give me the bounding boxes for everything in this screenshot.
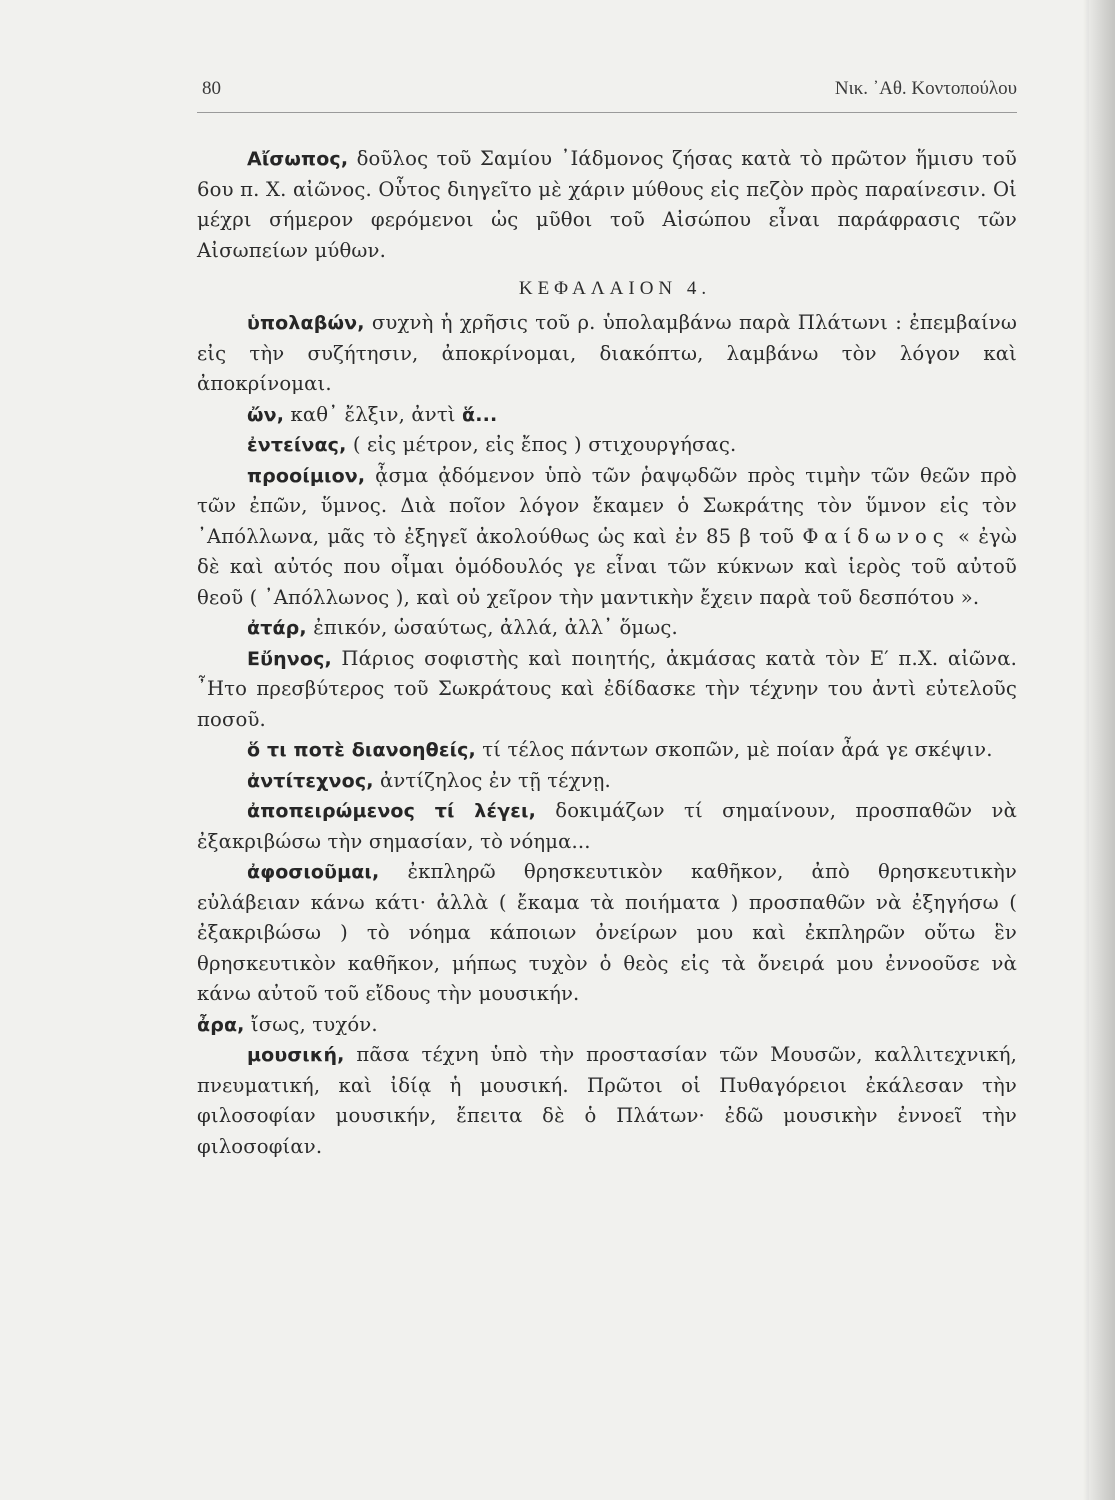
entry-text: ἴσως, τυχόν. (244, 1012, 378, 1036)
glossary-entry (197, 430, 1017, 461)
glossary-entry (197, 461, 1017, 614)
entry-term: ἀποπειρώμενος τί λέγει, (247, 800, 536, 822)
chapter-title: ΚΕΦΑΛΑΙΟΝ 4. (518, 278, 712, 299)
book-page (197, 78, 1017, 1158)
entry-text-continued: « ἐγὼ δὲ καὶ αὐτός που οἶμαι ὁμόδουλός γε εἶναι τῶν κύκνων καὶ ἱερὸς τοῦ αὐτοῦ θεοῦ ( ᾽Απόλλωνος ), καὶ οὐ χεῖρον τὴν μαντικὴν ἔχειν παρὰ τοῦ δεσπότου ». (197, 524, 1017, 609)
entry-text: Πάριος σοφιστὴς καὶ ποιητής, ἀκμάσας κατὰ τὸν Ε′ π.Χ. αἰῶνα. ῏Ητο πρεσβύτερος τοῦ Σωκράτους καὶ ἐδίδασκε τὴν τέχνην του ἀντὶ εὐτελοῦς ποσοῦ. (197, 646, 1017, 731)
entry-text: τί τέλος πάντων σκοπῶν, μὲ ποίαν ἆρά γε σκέψιν. (475, 738, 993, 761)
entry-text: ἀντίζηλος ἐν τῇ τέχνῃ. (373, 768, 611, 792)
glossary-entry (197, 766, 1017, 797)
entry-term: Εὔηνος, (247, 647, 332, 670)
entry-term: ἆρα, (197, 1013, 245, 1036)
glossary-entry (197, 1010, 1017, 1041)
entry-text: πᾶσα τέχνη ὑπὸ τὴν προστασίαν τῶν Μουσῶν, καλλιτεχνική, πνευματική, καὶ ἰδίᾳ ἡ μουσική. Πρῶτοι οἱ Πυθαγόρειοι ἐκάλεσαν τὴν φιλοσοφίαν μουσικήν, ἔπειτα δὲ ὁ Πλάτων· ἐδῶ μουσικὴν ἐννοεῖ τὴν φιλοσοφίαν. (197, 1043, 1017, 1158)
glossary-entry (197, 308, 1017, 400)
entry-term: ἐντείνας, (247, 434, 347, 456)
entry-term: μουσική, (247, 1044, 345, 1066)
header-rule (197, 112, 1017, 113)
entry-term: ἀφοσιοῦμαι, (247, 861, 380, 883)
page-header (197, 78, 1017, 106)
glossary-entry (197, 796, 1017, 857)
glossary-entry (197, 857, 1017, 1010)
intro-entry (197, 144, 1017, 266)
entry-term: ἀντίτεχνος, (247, 769, 374, 792)
entry-text: συχνὴ ἡ χρῆσις τοῦ ρ. ὑπολαμβάνω παρὰ Πλάτωνι : ἐπεμβαίνω εἰς τὴν συζήτησιν, ἀποκρίνομαι, διακόπτω, λαμβάνω τὸν λόγον καὶ ἀποκρίνομαι. (197, 311, 1017, 395)
entry-term: ἀτάρ, (247, 617, 307, 639)
entry-term: ὤν, (247, 403, 285, 426)
entry-text: ( εἰς μέτρον, εἰς ἔπος ) στιχουργήσας. (346, 433, 737, 456)
spaced-title: Φαίδωνος (802, 524, 950, 548)
page-body (197, 144, 1017, 1162)
page-number: 80 (202, 78, 221, 99)
entry-term: ὑπολαβών, (247, 312, 365, 334)
running-title: Νικ. ᾽Αθ. Κοντοπούλου (834, 78, 1017, 99)
glossary-entry (197, 644, 1017, 736)
glossary-entry (197, 1040, 1017, 1162)
entry-text: ᾆσμα ᾀδόμενον ὑπὸ τῶν ῥαψῳδῶν πρὸς τιμὴν τῶν θεῶν πρὸ τῶν ἐπῶν, ὕμνος. Διὰ ποῖον λόγον ἔκαμεν ὁ Σωκράτης τὸν ὕμνον εἰς τὸν ᾽Απόλλωνα, μᾶς τὸ ἐξηγεῖ ἀκολούθως ὡς καὶ ἐν 85 β τοῦ (197, 463, 1017, 548)
entry-text: ἐκπληρῶ θρησκευτικὸν καθῆκον, ἀπὸ θρησκευτικὴν εὐλάβειαν κάνω κάτι· ἀλλὰ ( ἔκαμα τὰ ποιήματα ) προσπαθῶν νὰ ἐξηγήσω ( ἐξακριβώσω ) τὸ νόημα κάποιων ὀνείρων μου καὶ ἐκπληρῶν οὕτω ἓν θρησκευτικὸν καθῆκον, μήπως τυχὸν ὁ θεὸς εἰς τὰ ὄνειρά μου ἐννοοῦσε νὰ κάνω αὐτοῦ τοῦ εἴδους τὴν μουσικήν. (197, 860, 1017, 1005)
entry-text: καθ᾽ ἔλξιν, ἀντὶ (284, 402, 463, 426)
entry-term: Αἴσωπος, (247, 148, 349, 170)
entry-term-inline: ἅ... (462, 403, 498, 426)
entry-term: ὅ τι ποτὲ διανοηθείς, (247, 739, 476, 761)
page-edge (1089, 0, 1115, 1500)
glossary-entry (197, 613, 1017, 644)
entry-text: ἐπικόν, ὡσαύτως, ἀλλά, ἀλλ᾽ ὅμως. (306, 616, 678, 639)
glossary-entry (197, 400, 1017, 431)
entry-text: δοῦλος τοῦ Σαμίου ᾽Ιάδμονος ζήσας κατὰ τὸ πρῶτον ἥμισυ τοῦ 6ου π. Χ. αἰῶνος. Οὗτος διηγεῖτο μὲ χάριν μύθους εἰς πεζὸν πρὸς παραίνεσιν. Οἱ μέχρι σήμερον φερόμενοι ὡς μῦθοι τοῦ Αἰσώπου εἶναι παράφρασις τῶν Αἰσωπείων μύθων. (197, 147, 1017, 262)
glossary-entry (197, 735, 1017, 766)
entry-text: δοκιμάζων τί σημαίνουν, προσπαθῶν νὰ ἐξακριβώσω τὴν σημασίαν, τὸ νόημα... (197, 799, 1017, 853)
entry-term: προοίμιον, (247, 464, 366, 487)
